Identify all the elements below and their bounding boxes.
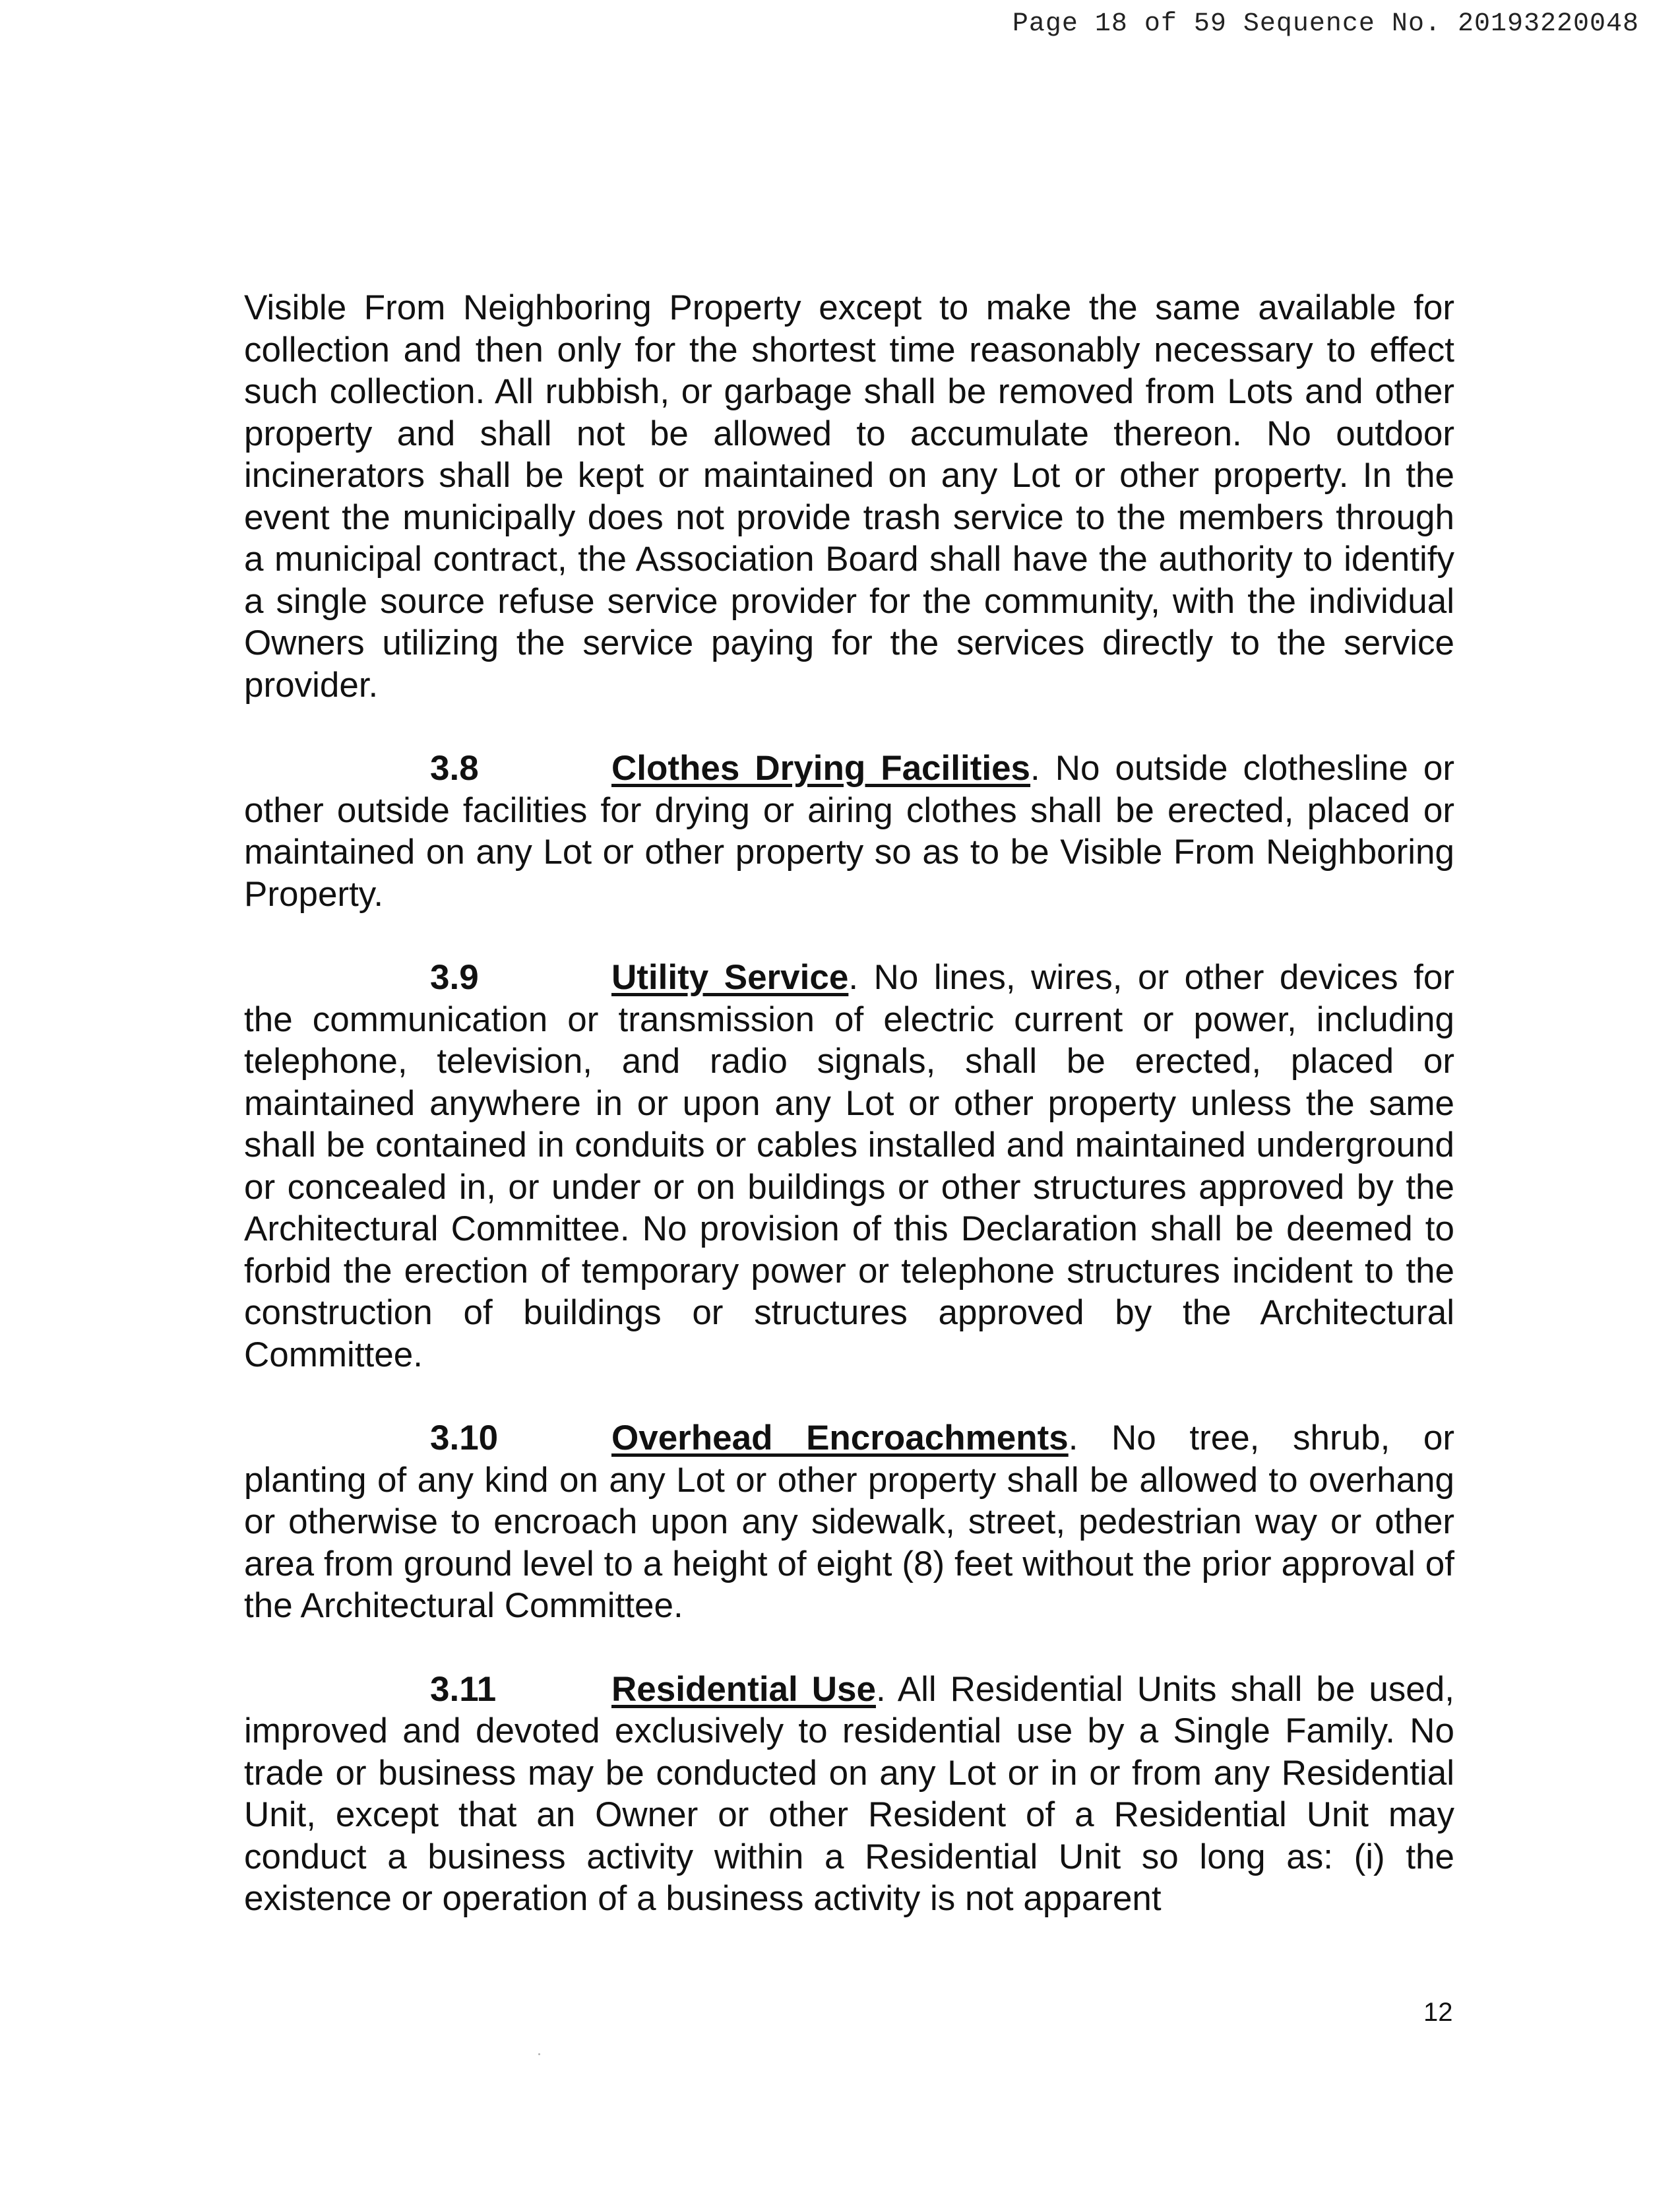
section-title: Residential Use bbox=[611, 1669, 876, 1709]
section-number: 3.8 bbox=[430, 749, 479, 788]
section-body: . No lines, wires, or other devices for the communication or transmission of electric current or power, including telephone, television, and radio signals, shall be erected, placed or maintained anywhere in or upon any Lot or other property unless the same shall be contained in conduits or cables installed and maintained underground or concealed in, or under or on buildings or other structures approved by the Architectural Committee. No provision of this Declaration shall be deemed to forbid the erection of temporary power or telephone structures incident to the construction of buildings or structures approved by the Architectural Committee. bbox=[244, 958, 1454, 1374]
section-3-10 bbox=[244, 1417, 1454, 1627]
section-number: 3.11 bbox=[430, 1669, 497, 1709]
section-3-9 bbox=[244, 957, 1454, 1376]
document-body bbox=[244, 287, 1454, 1962]
document-sequence-stamp: Page 18 of 59 Sequence No. 20193220048 bbox=[1012, 9, 1639, 39]
section-number: 3.9 bbox=[430, 958, 479, 997]
continuation-paragraph: Visible From Neighboring Property except to make the same available for collection and then only for the shortest time reasonably necessary to effect such collection. All rubbish, or garbage shall be removed from Lots and other property and shall not be allowed to accumulate thereon. No outdoor incinerators shall be kept or maintained on any Lot or other property. In the event the municipally does not provide trash service to the members through a municipal contract, the Association Board shall have the authority to identify a single source refuse service provider for the community, with the individual Owners utilizing the service paying for the services directly to the service provider. bbox=[244, 288, 1454, 705]
section-title: Overhead Encroachments bbox=[611, 1419, 1069, 1457]
section-title: Utility Service bbox=[611, 958, 849, 997]
section-body: . All Residential Units shall be used, improved and devoted exclusively to residential use by a Single Family. No trade or business may be conducted on any Lot or in or from any Residential Unit, except that an Owner or other Resident of a Residential Unit may conduct a business activity within a Residential Unit so long as: (i) the existence or operation of a business activity is not apparent bbox=[244, 1669, 1454, 1918]
section-body: . No tree, shrub, or planting of any kind on any Lot or other property shall be allowed to overhang or otherwise to encroach upon any sidewalk, street, pedestrian way or other area from ground level to a height of eight (8) feet without the prior approval of the Architectural Committee. bbox=[244, 1419, 1455, 1625]
section-body: . No outside clothesline or other outside facilities for drying or airing clothes shall be erected, placed or maintained on any Lot or other property so as to be Visible From Neighboring Property. bbox=[244, 749, 1454, 914]
section-3-8 bbox=[244, 748, 1454, 915]
scan-speck bbox=[538, 2053, 540, 2055]
section-number: 3.10 bbox=[430, 1419, 499, 1457]
section-3-11 bbox=[244, 1669, 1454, 1920]
section-title: Clothes Drying Facilities bbox=[611, 749, 1031, 788]
page-number: 12 bbox=[1423, 1998, 1453, 2027]
